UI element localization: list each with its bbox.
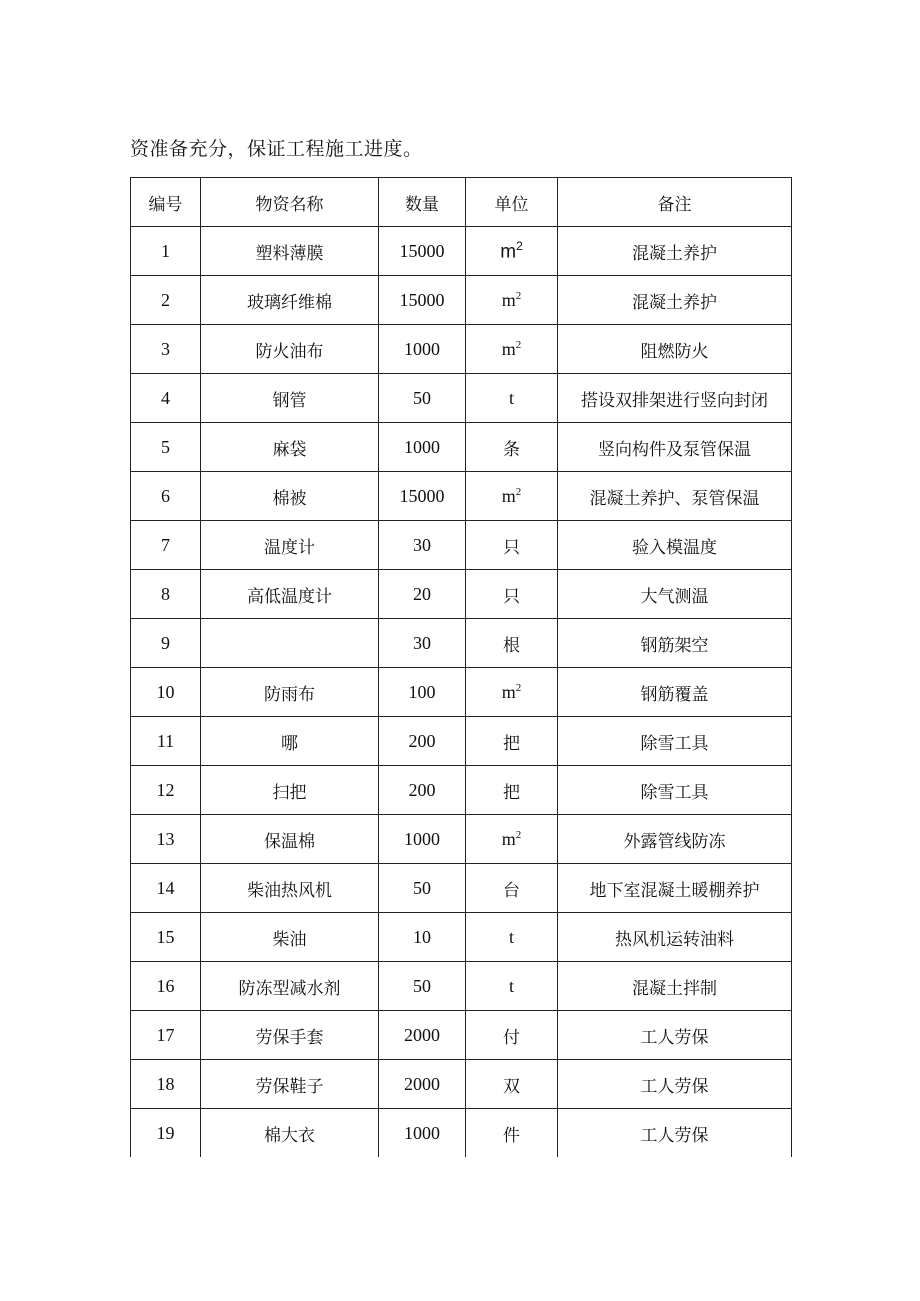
cell-name: 防火油布	[201, 325, 379, 374]
unit-base: m	[501, 485, 516, 506]
cell-quantity: 1000	[379, 1109, 466, 1158]
cell-note: 除雪工具	[558, 717, 792, 766]
table-row	[131, 570, 792, 619]
cell-unit: 把	[466, 717, 558, 766]
cell-note: 工人劳保	[558, 1109, 792, 1158]
unit-base: m	[500, 241, 517, 263]
table-row	[131, 864, 792, 913]
cell-quantity: 100	[379, 668, 466, 717]
cell-name: 棉被	[201, 472, 379, 521]
cell-unit	[466, 276, 558, 325]
cell-name: 高低温度计	[201, 570, 379, 619]
table-row	[131, 1109, 792, 1158]
cell-name: 塑料薄膜	[201, 227, 379, 276]
header-unit: 单位	[466, 178, 558, 227]
unit-superscript: 2	[515, 485, 522, 498]
cell-quantity: 50	[379, 962, 466, 1011]
cell-unit: t	[466, 962, 558, 1011]
header-index: 编号	[131, 178, 201, 227]
cell-index: 11	[131, 717, 201, 766]
table-row	[131, 1011, 792, 1060]
cell-note: 除雪工具	[558, 766, 792, 815]
table-row	[131, 472, 792, 521]
cell-note: 竖向构件及泵管保温	[558, 423, 792, 472]
cell-quantity: 30	[379, 521, 466, 570]
cell-index: 7	[131, 521, 201, 570]
cell-quantity: 10	[379, 913, 466, 962]
table-row	[131, 668, 792, 717]
cell-index: 2	[131, 276, 201, 325]
cell-quantity: 15000	[379, 276, 466, 325]
cell-name: 劳保手套	[201, 1011, 379, 1060]
cell-note: 热风机运转油料	[558, 913, 792, 962]
cell-name: 哪	[201, 717, 379, 766]
cell-note: 地下室混凝土暖棚养护	[558, 864, 792, 913]
table-row	[131, 374, 792, 423]
cell-note: 混凝土拌制	[558, 962, 792, 1011]
cell-index: 13	[131, 815, 201, 864]
cell-index: 8	[131, 570, 201, 619]
cell-quantity: 30	[379, 619, 466, 668]
cell-name: 柴油	[201, 913, 379, 962]
table-row	[131, 276, 792, 325]
table-row	[131, 717, 792, 766]
cell-index: 15	[131, 913, 201, 962]
cell-unit	[466, 668, 558, 717]
table-row	[131, 423, 792, 472]
cell-index: 6	[131, 472, 201, 521]
cell-name: 防雨布	[201, 668, 379, 717]
unit-superscript: 2	[515, 828, 522, 841]
cell-note: 混凝土养护	[558, 276, 792, 325]
cell-quantity: 1000	[379, 423, 466, 472]
cell-quantity: 200	[379, 717, 466, 766]
cell-index: 9	[131, 619, 201, 668]
cell-index: 18	[131, 1060, 201, 1109]
cell-index: 12	[131, 766, 201, 815]
header-note: 备注	[558, 178, 792, 227]
cell-unit: t	[466, 913, 558, 962]
cell-unit	[466, 325, 558, 374]
table-row	[131, 1060, 792, 1109]
cell-quantity: 2000	[379, 1060, 466, 1109]
cell-index: 1	[131, 227, 201, 276]
table-row	[131, 815, 792, 864]
table-row	[131, 619, 792, 668]
unit-base: m	[501, 338, 516, 359]
cell-name: 麻袋	[201, 423, 379, 472]
materials-table	[130, 177, 792, 1157]
cell-note: 验入模温度	[558, 521, 792, 570]
cell-name: 柴油热风机	[201, 864, 379, 913]
table-header-row	[131, 178, 792, 227]
cell-unit: 根	[466, 619, 558, 668]
cell-index: 14	[131, 864, 201, 913]
cell-unit: 件	[466, 1109, 558, 1158]
cell-note: 大气测温	[558, 570, 792, 619]
cell-unit: 台	[466, 864, 558, 913]
cell-unit: 只	[466, 521, 558, 570]
table-row	[131, 962, 792, 1011]
cell-unit	[466, 472, 558, 521]
unit-base: m	[501, 681, 516, 702]
cell-index: 10	[131, 668, 201, 717]
cell-unit: 付	[466, 1011, 558, 1060]
unit-base: m	[501, 289, 516, 310]
cell-name: 棉大衣	[201, 1109, 379, 1158]
unit-superscript: 2	[515, 681, 522, 694]
cell-name: 保温棉	[201, 815, 379, 864]
cell-unit	[466, 227, 558, 276]
cell-quantity: 2000	[379, 1011, 466, 1060]
cell-quantity: 1000	[379, 325, 466, 374]
cell-index: 4	[131, 374, 201, 423]
cell-note: 混凝土养护	[558, 227, 792, 276]
cell-quantity: 200	[379, 766, 466, 815]
cell-name: 玻璃纤维棉	[201, 276, 379, 325]
header-quantity: 数量	[379, 178, 466, 227]
cell-index: 16	[131, 962, 201, 1011]
table-row	[131, 227, 792, 276]
cell-name: 扫把	[201, 766, 379, 815]
cell-quantity: 20	[379, 570, 466, 619]
cell-quantity: 15000	[379, 227, 466, 276]
cell-unit: 把	[466, 766, 558, 815]
cell-note: 阻燃防火	[558, 325, 792, 374]
cell-index: 17	[131, 1011, 201, 1060]
cell-unit	[466, 815, 558, 864]
table-row	[131, 913, 792, 962]
cell-note: 工人劳保	[558, 1011, 792, 1060]
header-name: 物资名称	[201, 178, 379, 227]
cell-unit: 条	[466, 423, 558, 472]
cell-note: 钢筋覆盖	[558, 668, 792, 717]
cell-unit: 只	[466, 570, 558, 619]
cell-note: 钢筋架空	[558, 619, 792, 668]
cell-name	[201, 619, 379, 668]
unit-superscript: 2	[516, 238, 523, 253]
cell-unit: 双	[466, 1060, 558, 1109]
cell-quantity: 15000	[379, 472, 466, 521]
cell-note: 混凝土养护、泵管保温	[558, 472, 792, 521]
cell-index: 19	[131, 1109, 201, 1158]
cell-index: 3	[131, 325, 201, 374]
table-row	[131, 325, 792, 374]
unit-superscript: 2	[515, 338, 522, 351]
unit-base: m	[501, 828, 516, 849]
table-row	[131, 521, 792, 570]
cell-index: 5	[131, 423, 201, 472]
intro-text: 资准备充分，保证工程施工进度。	[130, 138, 423, 160]
cell-name: 钢管	[201, 374, 379, 423]
cell-quantity: 1000	[379, 815, 466, 864]
cell-name: 温度计	[201, 521, 379, 570]
cell-note: 搭设双排架进行竖向封闭	[558, 374, 792, 423]
unit-superscript: 2	[515, 289, 522, 302]
table-row	[131, 766, 792, 815]
cell-quantity: 50	[379, 374, 466, 423]
cell-note: 工人劳保	[558, 1060, 792, 1109]
cell-name: 劳保鞋子	[201, 1060, 379, 1109]
cell-name: 防冻型减水剂	[201, 962, 379, 1011]
cell-note: 外露管线防冻	[558, 815, 792, 864]
cell-unit: t	[466, 374, 558, 423]
cell-quantity: 50	[379, 864, 466, 913]
